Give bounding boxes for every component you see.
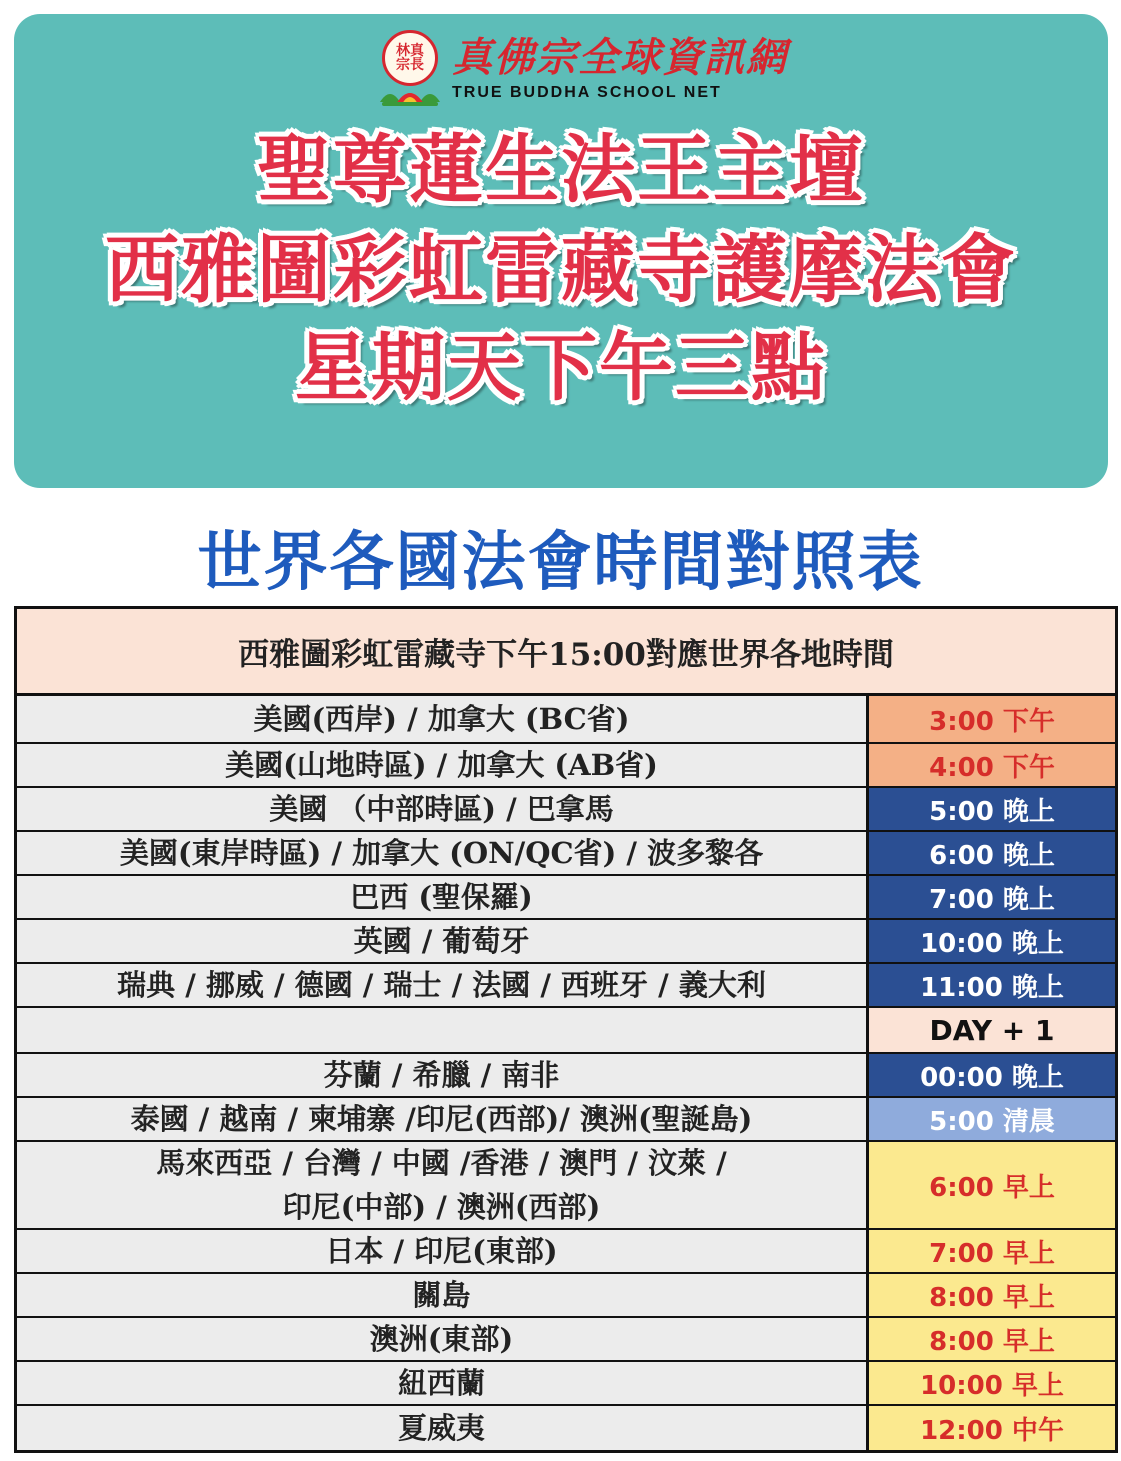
time-cell: 4:00 下午 [869, 744, 1115, 786]
headline-line-3: 星期天下午三點 [295, 325, 827, 411]
time-cell: 6:00 晚上 [869, 832, 1115, 874]
table-header: 西雅圖彩虹雷藏寺下午15:00對應世界各地時間 [17, 609, 1115, 696]
region-cell: 關島 [17, 1274, 869, 1316]
time-cell: 8:00 早上 [869, 1274, 1115, 1316]
table-row [17, 1274, 1115, 1318]
time-cell: 11:00 晚上 [869, 964, 1115, 1006]
site-name-english: TRUE BUDDHA SCHOOL NET [452, 84, 722, 101]
table-row [17, 1008, 1115, 1054]
headline-line-2: 西雅圖彩虹雷藏寺護摩法會 [105, 227, 1017, 313]
region-cell: 泰國 / 越南 / 柬埔寨 /印尼(西部)/ 澳洲(聖誕島) [17, 1098, 869, 1140]
region-cell: 美國(山地時區) / 加拿大 (AB省) [17, 744, 869, 786]
table-row [17, 876, 1115, 920]
time-cell: 12:00 中午 [869, 1406, 1115, 1450]
table-row [17, 1054, 1115, 1098]
region-cell: 巴西 (聖保羅) [17, 876, 869, 918]
time-cell: 00:00 晚上 [869, 1054, 1115, 1096]
time-cell: 3:00 下午 [869, 696, 1115, 742]
page-subtitle: 世界各國法會時間對照表 [197, 526, 924, 600]
lotus-icon [376, 82, 444, 106]
region-cell [17, 1008, 869, 1052]
table-row [17, 744, 1115, 788]
table-body [17, 696, 1115, 1450]
time-cell: 6:00 早上 [869, 1142, 1115, 1228]
table-row [17, 788, 1115, 832]
table-row [17, 1406, 1115, 1450]
region-cell: 夏威夷 [17, 1406, 869, 1450]
seal-text: 林真 宗長 [382, 30, 438, 86]
time-cell: 8:00 早上 [869, 1318, 1115, 1360]
time-cell: 7:00 早上 [869, 1230, 1115, 1272]
region-cell: 芬蘭 / 希臘 / 南非 [17, 1054, 869, 1096]
table-row [17, 920, 1115, 964]
time-cell: 10:00 早上 [869, 1362, 1115, 1404]
time-cell: 10:00 晚上 [869, 920, 1115, 962]
region-cell: 日本 / 印尼(東部) [17, 1230, 869, 1272]
table-row [17, 696, 1115, 744]
table-row [17, 1230, 1115, 1274]
region-cell: 美國 （中部時區) / 巴拿馬 [17, 788, 869, 830]
time-comparison-table [14, 606, 1118, 1453]
region-cell: 英國 / 葡萄牙 [17, 920, 869, 962]
time-cell: 5:00 清晨 [869, 1098, 1115, 1140]
table-row [17, 1318, 1115, 1362]
site-name-chinese: 真佛宗全球資訊網 [452, 34, 788, 81]
region-cell: 瑞典 / 挪威 / 德國 / 瑞士 / 法國 / 西班牙 / 義大利 [17, 964, 869, 1006]
table-row [17, 1098, 1115, 1142]
table-row [17, 1142, 1115, 1230]
region-cell: 美國(西岸) / 加拿大 (BC省) [17, 696, 869, 742]
seal-logo-icon [376, 30, 444, 106]
region-cell: 紐西蘭 [17, 1362, 869, 1404]
time-cell: 5:00 晚上 [869, 788, 1115, 830]
table-row [17, 832, 1115, 876]
table-row [17, 964, 1115, 1008]
region-cell: 美國(東岸時區) / 加拿大 (ON/QC省) / 波多黎各 [17, 832, 869, 874]
site-logo[interactable] [376, 26, 788, 110]
time-cell: 7:00 晚上 [869, 876, 1115, 918]
table-row [17, 1362, 1115, 1406]
region-cell: 馬來西亞 / 台灣 / 中國 /香港 / 澳門 / 汶萊 / 印尼(中部) / 澳洲(西部) [17, 1142, 869, 1228]
region-cell: 澳洲(東部) [17, 1318, 869, 1360]
headline-line-1: 聖尊蓮生法王主壇 [257, 127, 865, 213]
time-cell: DAY + 1 [869, 1008, 1115, 1052]
